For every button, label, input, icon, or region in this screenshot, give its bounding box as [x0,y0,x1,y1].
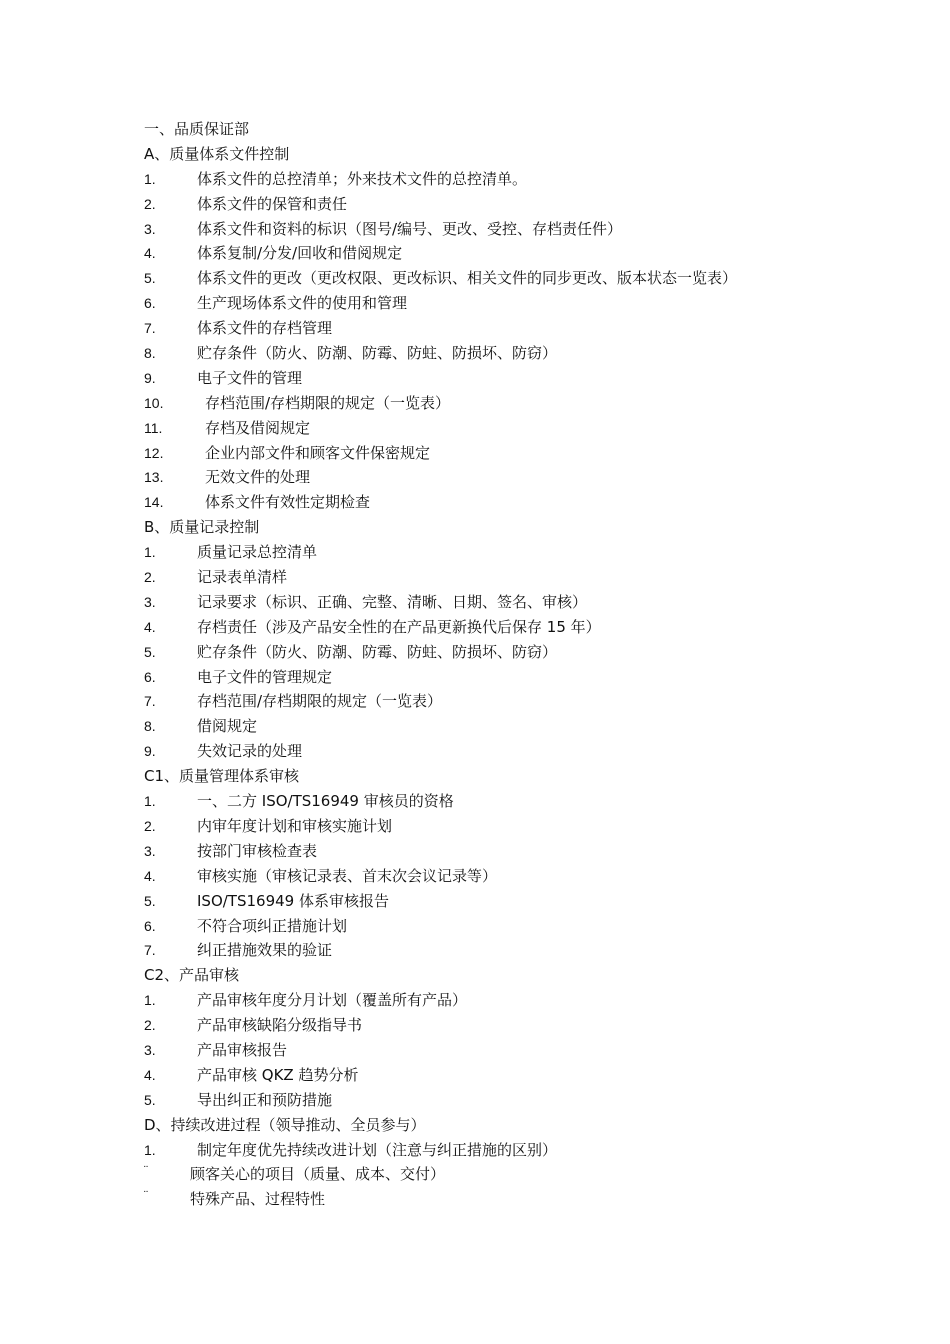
item-text: 产品审核年度分月计划（覆盖所有产品） [197,991,468,1010]
list-item [144,665,844,690]
item-text: 质量记录总控清单 [197,543,318,562]
list-item [144,1038,844,1063]
list-item [144,839,844,864]
item-number: 2. [144,195,156,212]
item-text: 体系文件和资料的标识（图号/编号、更改、受控、存档责任件） [197,219,623,238]
item-number: 4. [144,245,156,262]
list-item [144,341,844,366]
item-text: 按部门审核检查表 [197,841,318,860]
item-text: 记录表单清样 [197,568,288,587]
item-text: ISO/TS16949 体系审核报告 [197,891,389,910]
section-heading [144,515,844,540]
bullet-item [144,1162,844,1187]
item-number: 6. [144,668,156,685]
list-item [144,864,844,889]
item-number: 2. [144,569,156,586]
item-number: 4. [144,618,156,635]
item-text: 借阅规定 [197,717,258,736]
item-number: 10. [144,394,164,411]
list-item [144,1138,844,1163]
item-number: 13. [144,469,164,486]
item-text: 特殊产品、过程特性 [190,1190,326,1209]
list-item [144,1088,844,1113]
list-item [144,590,844,615]
list-item [144,217,844,242]
item-text: 存档范围/存档期限的规定（一览表） [197,692,443,711]
list-item [144,192,844,217]
item-text: 记录要求（标识、正确、完整、清晰、日期、签名、审核） [197,592,588,611]
list-item [144,266,844,291]
list-item [144,689,844,714]
bullet-marker: ¨ [144,1163,148,1178]
item-text: 存档范围/存档期限的规定（一览表） [205,393,451,412]
list-item [144,540,844,565]
item-text: 不符合项纠正措施计划 [197,916,348,935]
item-text: 产品审核 QKZ 趋势分析 [197,1065,359,1084]
list-item [144,988,844,1013]
item-number: 1. [144,170,156,187]
item-text: 贮存条件（防火、防潮、防霉、防蛀、防损坏、防窃） [197,642,558,661]
item-number: 1. [144,1141,156,1158]
list-item [144,914,844,939]
item-text: 存档责任（涉及产品安全性的在产品更新换代后保存 15 年） [197,617,601,636]
item-text: 生产现场体系文件的使用和管理 [197,294,408,313]
item-number: 5. [144,892,156,909]
item-text: 体系文件的存档管理 [197,319,333,338]
item-number: 8. [144,345,156,362]
heading-text: C2、产品审核 [144,966,240,985]
item-text: 失效记录的处理 [197,742,303,761]
item-number: 5. [144,643,156,660]
list-item [144,739,844,764]
list-item [144,416,844,441]
item-number: 3. [144,842,156,859]
item-number: 11. [144,419,163,436]
heading-text: A、质量体系文件控制 [144,144,290,163]
section-heading [144,117,844,142]
list-item [144,316,844,341]
item-number: 3. [144,1041,156,1058]
list-item [144,490,844,515]
item-number: 7. [144,320,156,337]
item-number: 9. [144,369,156,386]
heading-text: D、持续改进过程（领导推动、全员参与） [144,1115,426,1134]
list-item [144,615,844,640]
list-item [144,640,844,665]
list-item [144,565,844,590]
list-item [144,714,844,739]
item-text: 一、二方 ISO/TS16949 审核员的资格 [197,792,454,811]
item-text: 纠正措施效果的验证 [197,941,333,960]
item-number: 6. [144,917,156,934]
item-text: 贮存条件（防火、防潮、防霉、防蛀、防损坏、防窃） [197,344,558,363]
heading-text: 一、品质保证部 [144,120,250,138]
heading-text: C1、质量管理体系审核 [144,767,300,786]
list-item [144,291,844,316]
list-item [144,167,844,192]
item-text: 体系文件的总控清单；外来技术文件的总控清单。 [197,169,528,188]
item-number: 3. [144,220,156,237]
item-number: 8. [144,718,156,735]
document-body [144,117,844,1212]
list-item [144,1063,844,1088]
item-text: 电子文件的管理规定 [197,667,333,686]
list-item [144,241,844,266]
item-number: 2. [144,817,156,834]
section-heading [144,764,844,789]
item-text: 制定年度优先持续改进计划（注意与纠正措施的区别） [197,1140,558,1159]
item-number: 9. [144,743,156,760]
list-item [144,366,844,391]
item-number: 1. [144,793,156,810]
item-text: 顾客关心的项目（质量、成本、交付） [190,1165,446,1184]
item-number: 4. [144,867,156,884]
list-item [144,814,844,839]
list-item [144,441,844,466]
item-number: 14. [144,494,164,511]
section-heading [144,142,844,167]
section-heading [144,963,844,988]
section-heading [144,1113,844,1138]
item-text: 企业内部文件和顾客文件保密规定 [205,443,431,462]
list-item [144,938,844,963]
list-item [144,391,844,416]
item-number: 3. [144,593,156,610]
item-text: 存档及借阅规定 [205,418,311,437]
item-number: 7. [144,693,156,710]
item-text: 体系文件有效性定期检查 [205,493,371,512]
bullet-marker: ¨ [144,1188,148,1203]
item-number: 1. [144,544,156,561]
item-text: 体系文件的保管和责任 [197,194,348,213]
item-text: 审核实施（审核记录表、首末次会议记录等） [197,866,498,885]
bullet-item [144,1187,844,1212]
list-item [144,1013,844,1038]
item-number: 1. [144,992,156,1009]
item-text: 体系复制/分发/回收和借阅规定 [197,244,403,263]
item-number: 6. [144,295,156,312]
item-number: 5. [144,1091,156,1108]
heading-text: B、质量记录控制 [144,518,260,537]
item-text: 电子文件的管理 [197,368,303,387]
item-text: 产品审核报告 [197,1040,288,1059]
item-number: 4. [144,1066,156,1083]
item-text: 体系文件的更改（更改权限、更改标识、相关文件的同步更改、版本状态一览表） [197,269,738,288]
list-item [144,789,844,814]
item-number: 7. [144,942,156,959]
list-item [144,889,844,914]
item-text: 导出纠正和预防措施 [197,1090,333,1109]
item-text: 无效文件的处理 [205,468,311,487]
item-text: 内审年度计划和审核实施计划 [197,816,393,835]
item-number: 2. [144,1017,156,1034]
item-number: 12. [144,444,164,461]
item-number: 5. [144,270,156,287]
item-text: 产品审核缺陷分级指导书 [197,1016,363,1035]
list-item [144,465,844,490]
